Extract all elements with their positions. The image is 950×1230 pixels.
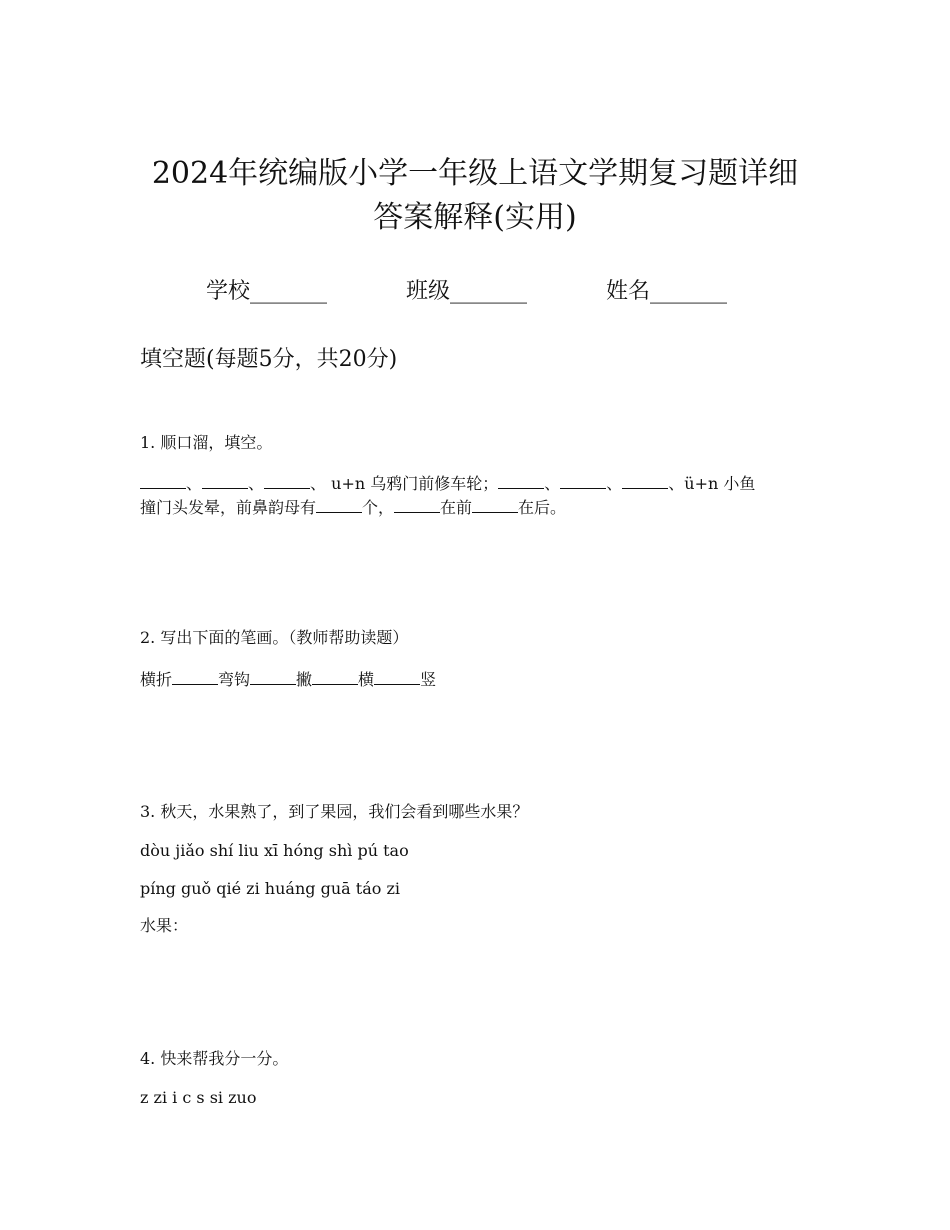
question-4-prompt: 4. 快来帮我分一分。 [140,1049,289,1068]
answer-blank [374,666,420,685]
question-1-text: 个， [362,498,395,517]
separator: 、 [544,474,561,493]
answer-blank [316,494,362,513]
separator: 、 [186,474,203,493]
class-field: 班级_______ [406,279,528,304]
stroke-label: 横 [358,670,375,689]
question-1-prompt: 1. 顺口溜，填空。 [140,433,273,452]
answer-blank [312,666,358,685]
question-1-line-1 [140,470,820,496]
answer-blank [264,470,310,489]
question-1-text: u+n 乌鸦门前修车轮； [331,474,499,493]
question-1-text: 在前 [440,498,473,517]
name-field: 姓名_______ [606,279,728,304]
section-heading: 填空题(每题5分，共20分) [140,347,398,372]
answer-blank [140,470,186,489]
stroke-label: 竖 [420,670,437,689]
answer-blank [202,470,248,489]
question-1-line-2 [140,494,820,520]
question-2-prompt: 2. 写出下面的笔画。（教师帮助读题） [140,628,409,647]
question-1-text: 、ü+n 小鱼 [668,474,756,493]
stroke-label: 撇 [296,670,313,689]
page-title: 2024年统编版小学一年级上语文学期复习题详细 [151,156,799,191]
pinyin-row-1: dòu jiǎo shí liu xī hóng shì pú tao [140,841,409,860]
answer-blank [622,470,668,489]
pinyin-row: z zi i c s si zuo [140,1088,257,1107]
separator: 、 [606,474,623,493]
school-field: 学校_______ [206,279,328,304]
answer-blank [560,470,606,489]
separator: 、 [310,474,327,493]
answer-blank [172,666,218,685]
page-title-continued: 答案解释(实用) [373,200,577,235]
stroke-label: 弯钩 [218,670,251,689]
answer-blank [394,494,440,513]
question-3-prompt: 3. 秋天，水果熟了，到了果园，我们会看到哪些水果？ [140,802,529,821]
question-1-text: 在后。 [518,498,567,517]
answer-blank [472,494,518,513]
pinyin-row-2: píng guǒ qié zi huáng guā táo zi [140,879,400,898]
answer-blank [498,470,544,489]
stroke-label: 横折 [140,670,173,689]
question-1-text: 撞门头发晕，前鼻韵母有 [140,498,317,517]
answer-blank [250,666,296,685]
separator: 、 [248,474,265,493]
answer-label: 水果： [140,916,189,935]
question-2-strokes [140,666,820,692]
